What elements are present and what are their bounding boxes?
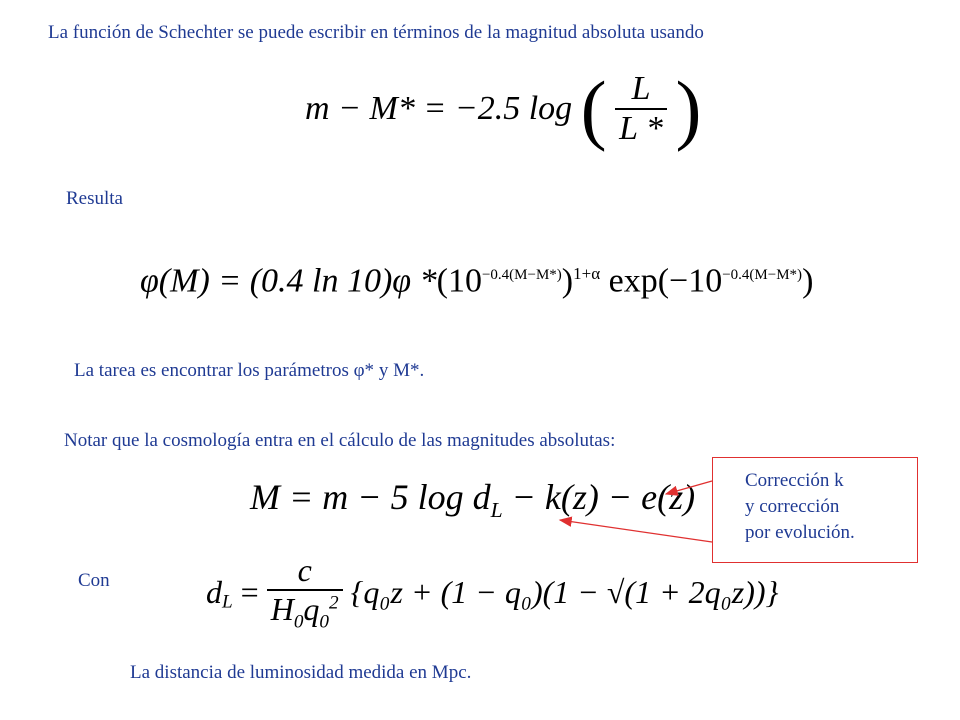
equation-luminosity-distance: [206, 552, 778, 633]
task-text-after: y M*.: [374, 360, 425, 381]
eq3-part1: M = m − 5 log d: [250, 477, 491, 517]
eq2-part2: (10: [436, 262, 482, 300]
cosmology-note: Notar que la cosmología entra en el cálculo de las magnitudes absolutas:: [64, 430, 616, 451]
resulta-label: Resulta: [66, 188, 123, 209]
eq4-denominator: [267, 591, 343, 633]
eq4-den-q: q: [303, 591, 320, 627]
eq1-close-paren: ): [675, 65, 702, 152]
eq4-den-q-sup: 2: [329, 592, 339, 614]
callout-line-1: Corrección k: [745, 470, 844, 491]
eq4-den-h: H: [270, 591, 294, 627]
eq2-part4: exp(−10: [600, 262, 723, 300]
eq1-lhs: m − M* = −2.5 log: [305, 90, 573, 127]
eq1-denominator: L *: [619, 110, 663, 147]
eq2-part3-exponent: 1+α: [573, 264, 601, 283]
eq1-numerator: L: [615, 70, 667, 110]
eq4-den-h-sub: 0: [293, 611, 304, 633]
con-label: Con: [78, 570, 110, 591]
eq3-part2: − k(z) − e(z): [502, 477, 696, 517]
eq4-lhs: d: [206, 574, 222, 611]
distance-note: La distancia de luminosidad medida en Mpc.: [130, 662, 472, 683]
arrow-to-e-term: [560, 520, 712, 542]
phi-star-symbol: φ*: [353, 360, 375, 381]
eq4-fraction: [267, 552, 343, 633]
eq4-equals: =: [232, 574, 267, 611]
eq4-numerator: c: [267, 552, 343, 591]
callout-line-2: y corrección: [745, 496, 840, 517]
eq2-part3: ): [561, 262, 574, 300]
intro-text: La función de Schechter se puede escribir en términos de la magnitud absoluta usando: [48, 22, 704, 43]
eq2-part2-exponent: −0.4(M−M*): [481, 267, 562, 283]
eq1-open-paren: (: [580, 65, 607, 152]
eq2-part4-exponent: −0.4(M−M*): [722, 267, 803, 283]
arrow-to-k-term: [666, 481, 712, 494]
eq2-part5: ): [802, 262, 814, 300]
eq4-lhs-subscript: L: [222, 591, 233, 613]
eq2-part1: φ(M) = (0.4 ln 10)φ *: [140, 262, 437, 300]
eq4-den-q-sub: 0: [319, 611, 330, 633]
task-text-before: La tarea es encontrar los parámetros: [74, 360, 354, 381]
eq4-rhs: {q₀z + (1 − q₀)(1 − √(1 + 2q₀z))}: [350, 574, 779, 611]
eq3-subscript: L: [490, 498, 503, 523]
callout-line-3: por evolución.: [745, 522, 855, 543]
